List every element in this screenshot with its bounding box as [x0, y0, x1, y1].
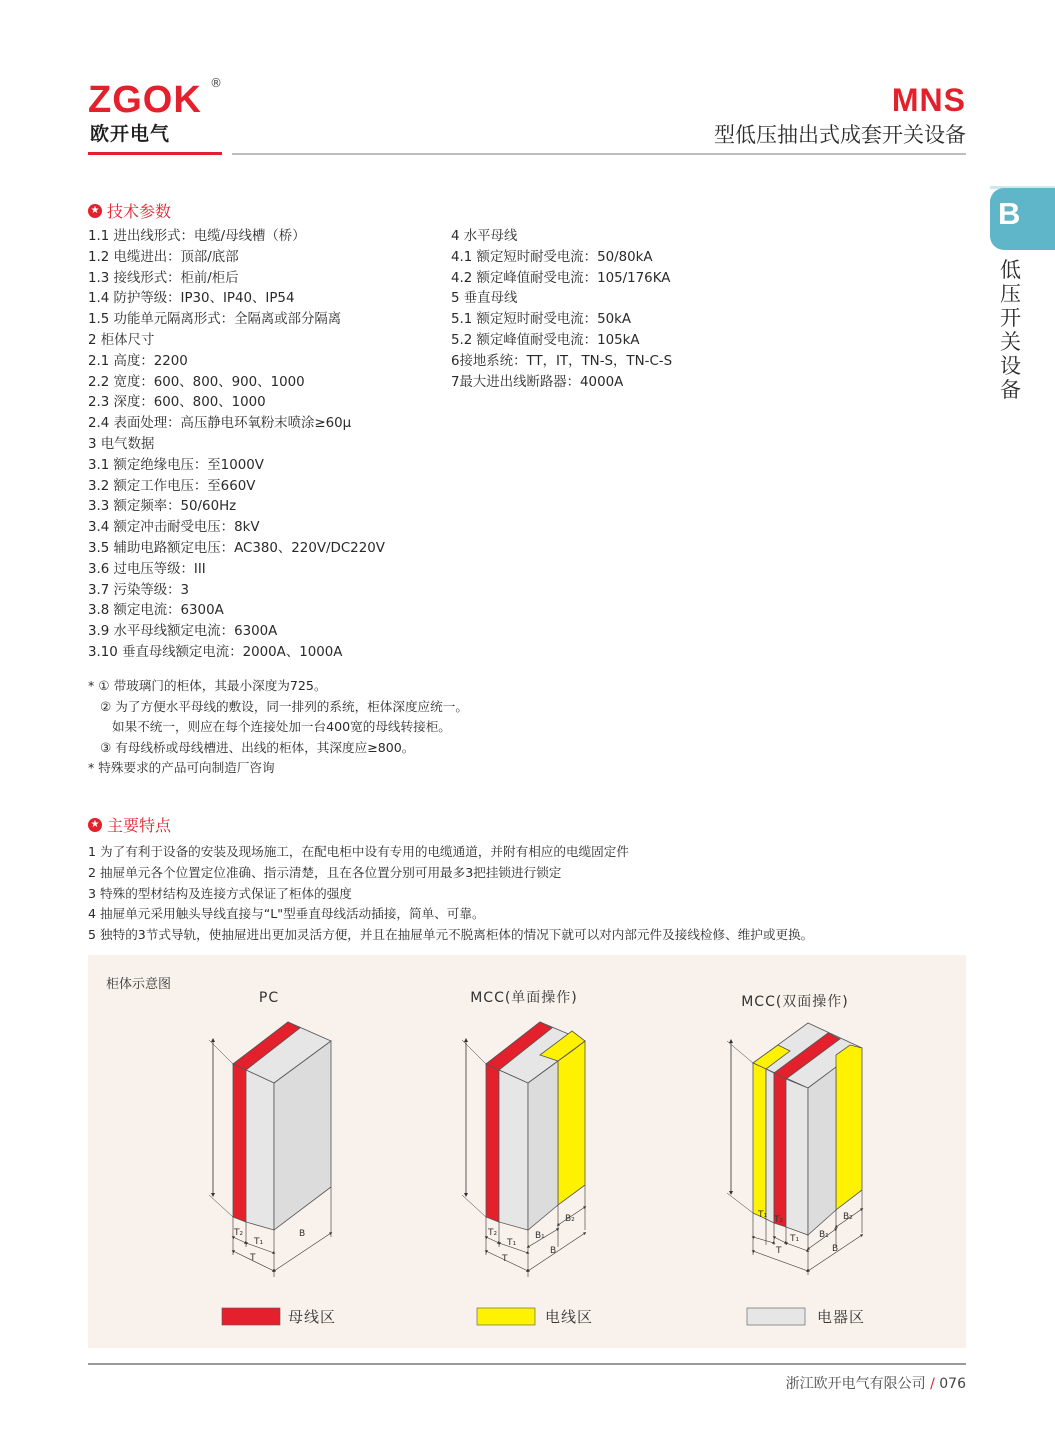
note-line: * 特殊要求的产品可向制造厂咨询 [88, 760, 275, 775]
dim-label: T [502, 1254, 508, 1264]
footer-divider [88, 1363, 966, 1365]
dim-label: T₁ [254, 1237, 264, 1247]
logo: ZGOK [88, 79, 202, 121]
param-line: 3.3 额定频率：50/60Hz [88, 499, 237, 515]
tech-params-right-list [451, 227, 672, 393]
footer [786, 1373, 966, 1393]
dim-label: T₂ [488, 1228, 498, 1238]
footer-company: 浙江欧开电气有限公司 [785, 1376, 926, 1392]
star-badge-icon: ★ [88, 818, 102, 832]
param-line: 6接地系统：TT，IT，TN-S，TN-C-S [451, 353, 673, 369]
dim-label: T [776, 1246, 782, 1256]
features-heading [88, 813, 171, 836]
dim-label: T [250, 1253, 256, 1263]
dim-label: B₁ [535, 1231, 545, 1241]
param-line: 4.1 额定短时耐受电流：50/80kA [451, 249, 653, 265]
cabinet-pc [209, 990, 331, 1277]
param-line: 5 垂直母线 [451, 291, 518, 307]
dim-label: T₂ [234, 1228, 244, 1238]
legend-label: 电线区 [545, 1308, 594, 1326]
cabinet-diagram [88, 955, 966, 1348]
features-list [88, 842, 813, 946]
logo-chinese-name: 欧开电气 [90, 123, 171, 145]
param-line: 3.9 水平母线额定电流：6300A [88, 624, 278, 640]
header-divider [232, 153, 966, 155]
param-line: 2.4 表面处理：高压静电环氧粉末喷涂≥60μ [88, 416, 352, 432]
param-line: 2.1 高度：2200 [88, 353, 188, 369]
param-line: 2.2 宽度：600、800、900、1000 [88, 374, 305, 390]
param-line: 5.1 额定短时耐受电流：50kA [451, 312, 632, 328]
param-line: 5.2 额定峰值耐受电流：105kA [451, 332, 640, 348]
param-line: 3.2 额定工作电压：至660V [88, 478, 256, 494]
dim-label: B₂ [565, 1214, 575, 1224]
feature-line: 3 特殊的型材结构及连接方式保证了柜体的强度 [88, 885, 352, 901]
tech-params-heading [88, 199, 171, 222]
param-line: 2.3 深度：600、800、1000 [88, 395, 266, 411]
legend-swatch-busbar [222, 1308, 280, 1325]
cabinet-title: MCC(单面操作) [470, 990, 578, 1006]
legend-swatch-device [747, 1308, 805, 1325]
legend-label: 母线区 [288, 1308, 337, 1326]
feature-line: 2 抽屉单元各个位置定位准确、指示清楚，且在各位置分别可用最多3把挂锁进行锁定 [88, 864, 562, 880]
note-line: ② 为了方便水平母线的敷设，同一排列的系统，柜体深度应统一。 [88, 698, 468, 714]
logo-underline [88, 152, 222, 155]
cabinet-mcc-double [727, 993, 862, 1275]
star-badge-icon: ★ [88, 204, 102, 218]
dim-label: T₁ [507, 1238, 517, 1248]
param-line: 3.5 辅助电路额定电压：AC380、220V/DC220V [88, 540, 385, 556]
param-line: 3.6 过电压等级：III [88, 561, 206, 577]
param-line: 1.2 电缆进出：顶部/底部 [88, 249, 239, 265]
param-line: 3.10 垂直母线额定电流：2000A、1000A [88, 644, 343, 660]
features-heading-text: 主要特点 [107, 816, 172, 835]
dim-label: B [550, 1246, 557, 1256]
param-line: 7最大进出线断路器：4000A [451, 374, 624, 390]
dim-label: B₁ [819, 1230, 829, 1240]
param-line: 1.5 功能单元隔离形式：全隔离或部分隔离 [88, 312, 342, 328]
param-line: 4 水平母线 [451, 229, 518, 244]
dim-label: B₂ [843, 1212, 853, 1222]
param-line: 1.1 进出线形式：电缆/母线槽（桥） [88, 229, 306, 244]
param-line: 3 电气数据 [88, 436, 155, 452]
cabinet-mcc-single [462, 989, 585, 1277]
page-title: MNS [891, 82, 966, 118]
registered-mark: ® [210, 76, 222, 90]
page-subtitle: 型低压抽出式成套开关设备 [714, 123, 966, 147]
dim-label: T₂ [774, 1215, 784, 1225]
param-line: 1.4 防护等级：IP30、IP40、IP54 [88, 291, 295, 307]
footer-slash: / [930, 1376, 935, 1392]
diagram-panel-title: 柜体示意图 [106, 977, 172, 992]
legend-swatch-cable [477, 1308, 535, 1325]
param-line: 3.1 额定绝缘电压：至1000V [88, 457, 264, 473]
feature-line: 1 为了有利于设备的安装及现场施工，在配电柜中设有专用的电缆通道，并附有相应的电缆固定件 [88, 844, 629, 859]
tech-params-left-list [88, 227, 385, 664]
param-line: 2 柜体尺寸 [88, 332, 155, 348]
note-line: * ① 带玻璃门的柜体，其最小深度为725。 [88, 678, 327, 693]
dim-label: T₁ [790, 1234, 800, 1244]
param-line: 3.4 额定冲击耐受电压：8kV [88, 520, 260, 536]
cabinet-title: PC [258, 990, 280, 1006]
note-line: 如果不统一，则应在每个连接处加一台400宽的母线转接柜。 [88, 719, 451, 734]
param-line: 3.7 污染等级：3 [88, 582, 190, 598]
diagram-legend [222, 1308, 865, 1326]
page-number: 076 [939, 1376, 966, 1392]
param-line: 4.2 额定峰值耐受电流：105/176KA [451, 270, 671, 286]
tech-notes [88, 676, 468, 779]
dim-label: T₁ [758, 1210, 768, 1220]
side-tab-label: 低压开关设备 [1000, 258, 1021, 402]
cabinet-title: MCC(双面操作) [741, 994, 849, 1010]
feature-line: 5 独特的3节式导轨，使抽屉进出更加灵活方便，并且在抽屉单元不脱离柜体的情况下就可以对内部元件及接线检修、维护或更换。 [88, 927, 814, 943]
note-line: ③ 有母线桥或母线槽进、出线的柜体，其深度应≥800。 [88, 739, 415, 755]
feature-line: 4 抽屉单元采用触头导线直接与“L"型垂直母线活动插接，简单、可靠。 [88, 906, 485, 922]
legend-label: 电器区 [817, 1308, 866, 1326]
tech-params-heading-text: 技术参数 [107, 202, 172, 221]
dim-label: B [832, 1244, 839, 1254]
param-line: 3.8 额定电流：6300A [88, 603, 224, 619]
side-tab-letter: B [998, 196, 1021, 231]
dim-label: B [299, 1229, 306, 1239]
param-line: 1.3 接线形式：柜前/柜后 [88, 270, 239, 286]
